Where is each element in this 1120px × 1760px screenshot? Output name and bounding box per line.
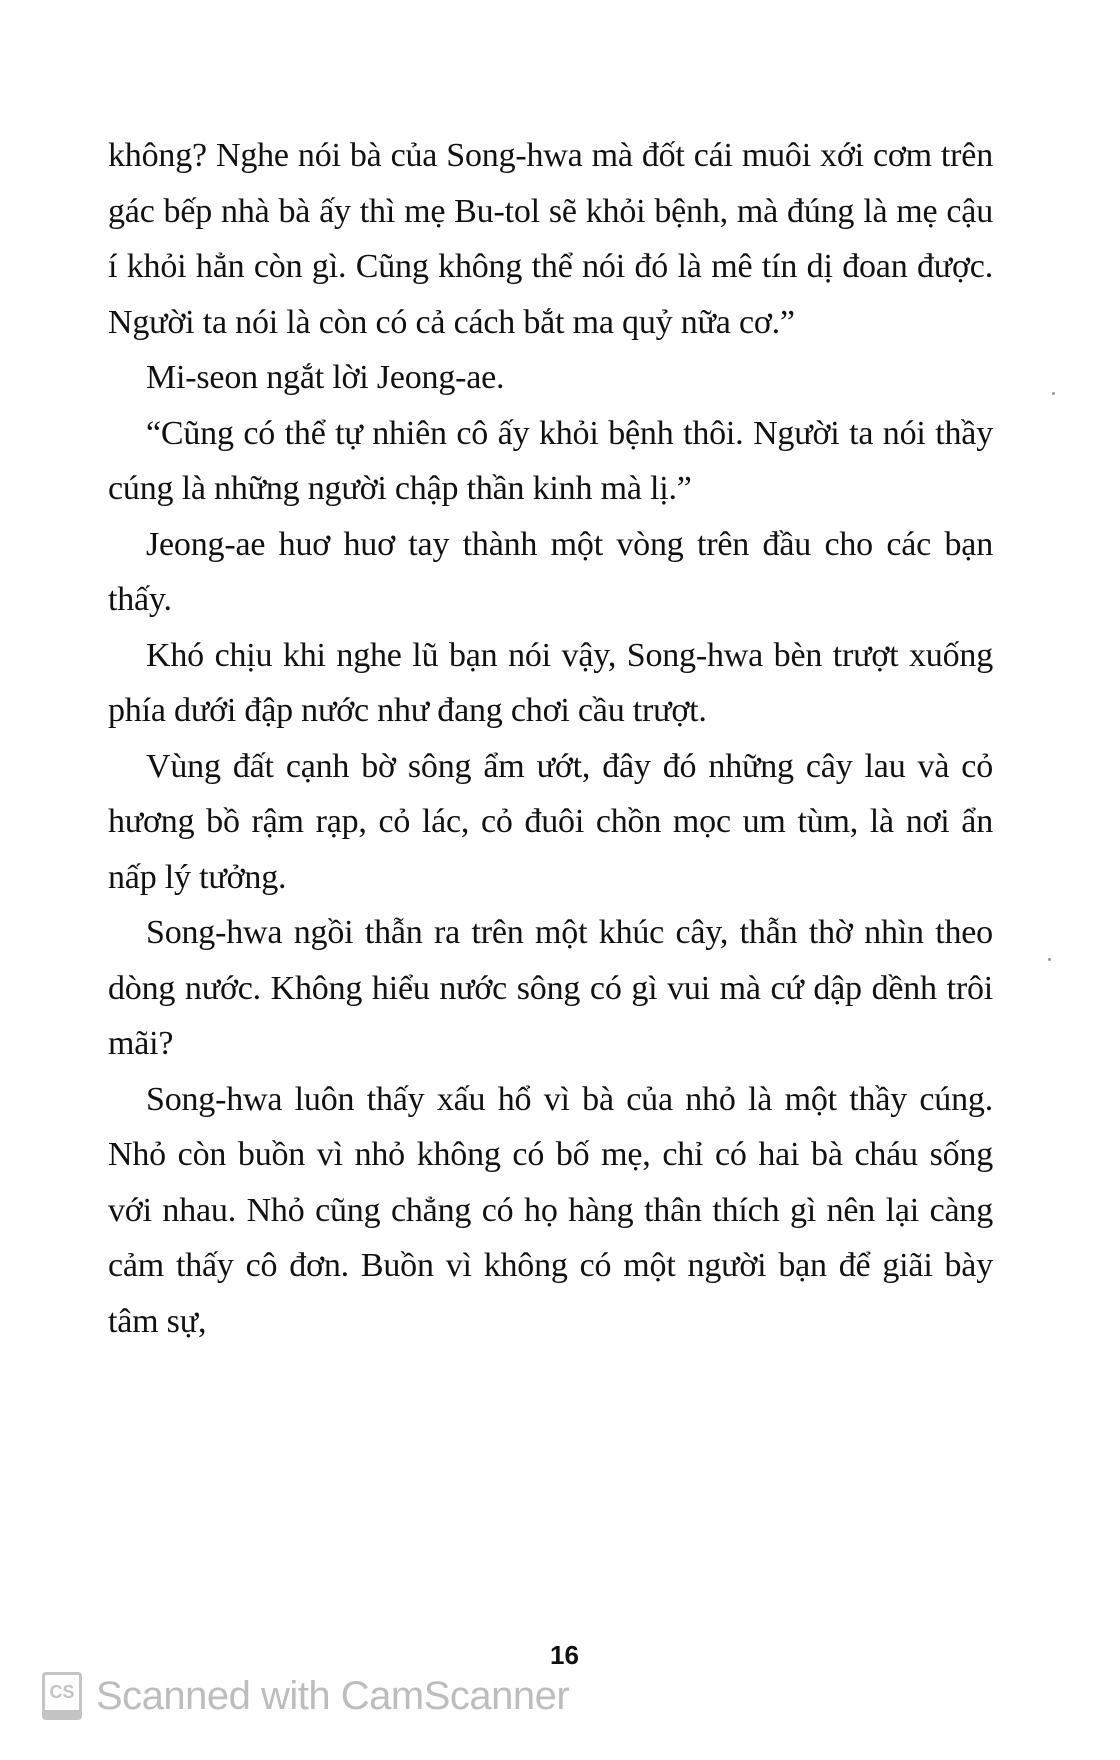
paragraph-5: Khó chịu khi nghe lũ bạn nói vậy, Song-hwa bèn trượt xuống phía dưới đập nước như đang chơi cầu trượt. — [108, 636, 993, 729]
paragraph-2: Mi-seon ngắt lời Jeong-ae. — [146, 359, 505, 396]
camscanner-logo-icon: CS — [42, 1672, 82, 1720]
paragraph-6: Vùng đất cạnh bờ sông ẩm ướt, đây đó những cây lau và cỏ hương bồ rậm rạp, cỏ lác, cỏ đuôi chồn mọc um tùm, là nơi ẩn nấp lý tưởng. — [108, 747, 993, 896]
watermark-text: Scanned with CamScanner — [96, 1673, 570, 1718]
paragraph-1: không? Nghe nói bà của Song-hwa mà đốt cái muôi xới cơm trên gác bếp nhà bà ấy thì mẹ Bu-tol sẽ khỏi bệnh, mà đúng là mẹ cậu í khỏi hẳn còn gì. Cũng không thể nói đó là mê tín dị đoan được. Người ta nói là còn có cả cách bắt ma quỷ nữa cơ.” — [108, 137, 993, 341]
page-number: 16 — [550, 1640, 579, 1670]
camscanner-watermark — [42, 1672, 569, 1720]
paragraph-3: “Cũng có thể tự nhiên cô ấy khỏi bệnh thôi. Người ta nói thầy cúng là những người chập thần kinh mà lị.” — [108, 414, 993, 507]
paragraph-4: Jeong-ae huơ huơ tay thành một vòng trên đầu cho các bạn thấy. — [108, 525, 993, 618]
paragraph-8: Song-hwa luôn thấy xấu hổ vì bà của nhỏ là một thầy cúng. Nhỏ còn buồn vì nhỏ không có bố mẹ, chỉ có hai bà cháu sống với nhau. Nhỏ cũng chẳng có họ hàng thân thích gì nên lại càng cảm thấy cô đơn. Buồn vì không có một người bạn để giãi bày tâm sự, — [108, 1080, 993, 1340]
book-page-text — [108, 128, 993, 1349]
scan-speck — [1052, 392, 1055, 395]
paragraph-7: Song-hwa ngồi thẫn ra trên một khúc cây, thẫn thờ nhìn theo dòng nước. Không hiểu nước sông có gì vui mà cứ dập dềnh trôi mãi? — [108, 914, 993, 1062]
scan-speck — [1048, 958, 1051, 961]
